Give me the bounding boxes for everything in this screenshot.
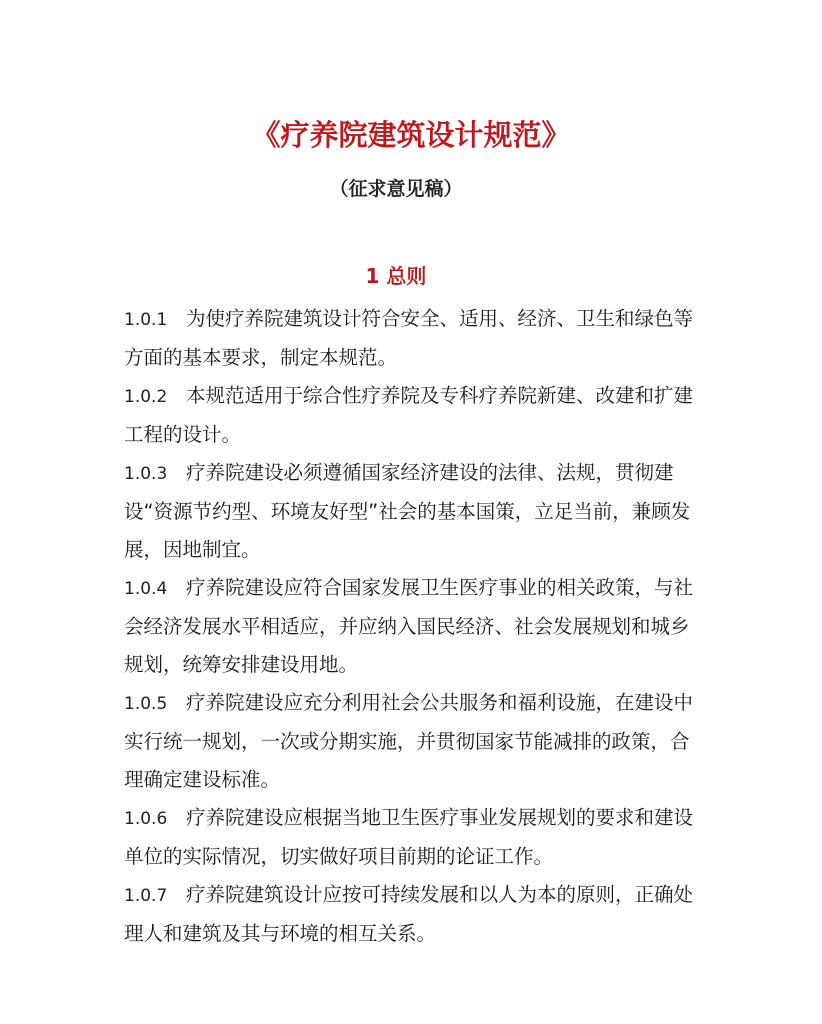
clause-text: 疗养院建设必须遵循国家经济建设的法律、法规，贯彻建设“资源节约型、环境友好型”社会的基本国策，立足当前，兼顾发展，因地制宜。: [124, 461, 691, 561]
clause-text: 本规范适用于综合性疗养院及专科疗养院新建、改建和扩建工程的设计。: [124, 384, 694, 446]
document-subtitle: （征求意见稿）: [329, 178, 463, 200]
clause-1-0-3: [124, 454, 704, 569]
clause-1-0-5: [124, 684, 704, 799]
clause-text: 疗养院建筑设计应按可持续发展和以人为本的原则，正确处理人和建筑及其与环境的相互关系。: [124, 883, 694, 945]
clause-1-0-7: [124, 876, 704, 953]
clause-number: 1.0.5: [124, 694, 168, 714]
clause-number: 1.0.6: [124, 809, 168, 829]
clause-1-0-6: [124, 799, 704, 876]
clause-text: 疗养院建设应符合国家发展卫生医疗事业的相关政策，与社会经济发展水平相适应，并应纳入国民经济、社会发展规划和城乡规划，统筹安排建设用地。: [124, 576, 694, 676]
clause-text: 疗养院建设应根据当地卫生医疗事业发展规划的要求和建设单位的实际情况，切实做好项目前期的论证工作。: [124, 806, 694, 868]
clause-1-0-4: [124, 569, 704, 684]
clause-text: 为使疗养院建筑设计符合安全、适用、经济、卫生和绿色等方面的基本要求，制定本规范。: [124, 307, 694, 369]
clause-number: 1.0.2: [124, 387, 168, 407]
document-title: 《疗养院建筑设计规范》: [251, 118, 571, 152]
clause-1-0-1: [124, 300, 704, 377]
clause-1-0-2: [124, 377, 704, 454]
clause-text: 疗养院建设应充分利用社会公共服务和福利设施，在建设中实行统一规划，一次或分期实施，并贯彻国家节能减排的政策，合理确定建设标准。: [124, 691, 694, 791]
clause-number: 1.0.4: [124, 579, 168, 599]
section-heading: 1 总则: [365, 264, 427, 288]
clause-number: 1.0.3: [124, 464, 168, 484]
clause-number: 1.0.7: [124, 886, 168, 906]
clause-list: [124, 300, 704, 953]
clause-number: 1.0.1: [124, 310, 168, 330]
